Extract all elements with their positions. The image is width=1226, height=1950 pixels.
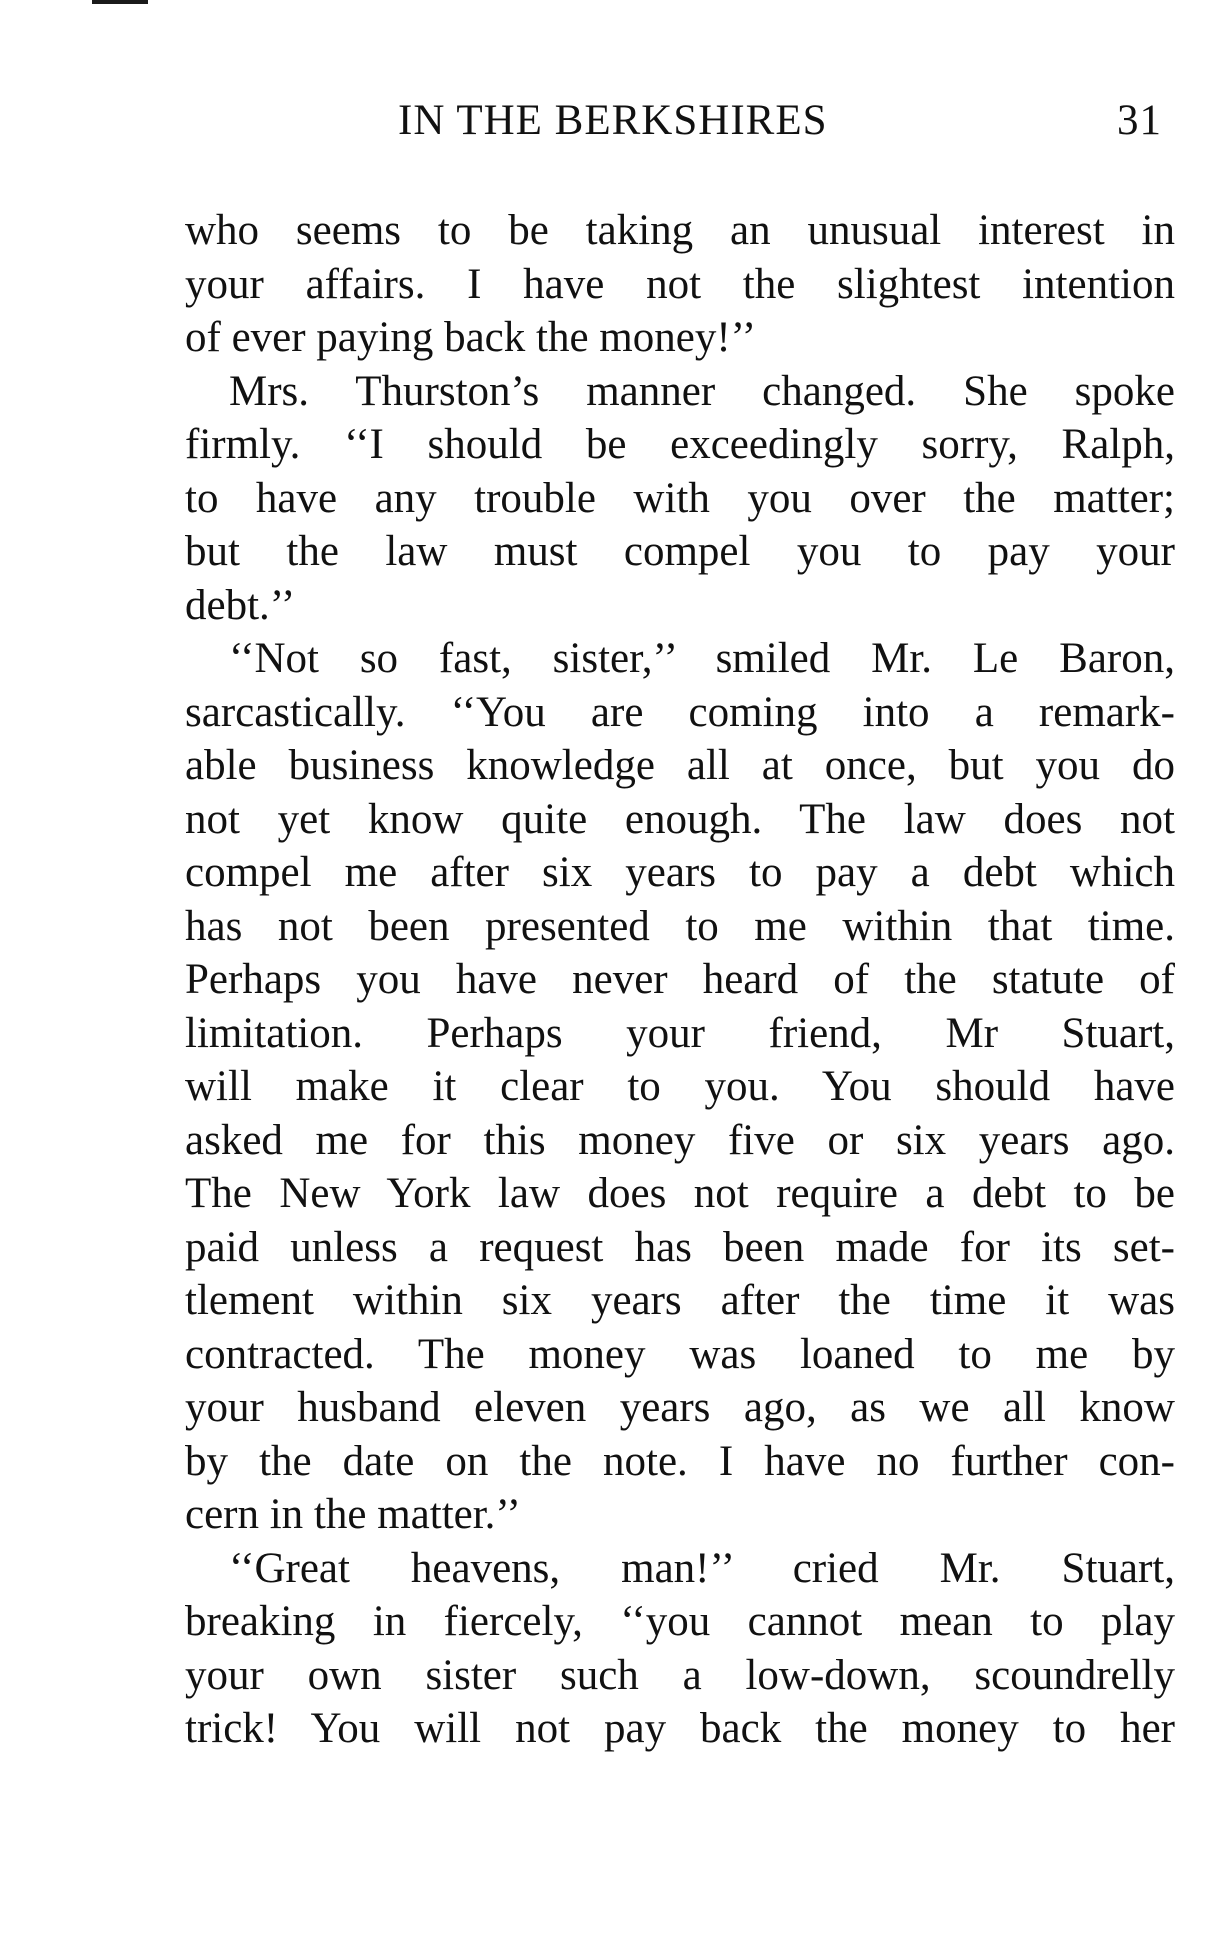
text-line: debt.’’: [185, 581, 296, 629]
text-line: who seems to be taking an unusual interest in: [185, 207, 1175, 254]
text-line: contracted. The money was loaned to me by: [185, 1330, 1175, 1378]
text-line: asked me for this money five or six years ago.: [185, 1116, 1175, 1164]
paragraph-start-line: Mrs. Thurston’s manner changed. She spoke: [229, 367, 1175, 415]
text-line: your affairs. I have not the slightest intention: [185, 260, 1175, 308]
running-title: IN THE BERKSHIRES: [398, 97, 828, 144]
text-line: your own sister such a low-down, scoundrelly: [185, 1651, 1175, 1699]
text-line: your husband eleven years ago, as we all know: [185, 1384, 1175, 1431]
text-line: by the date on the note. I have no further con-: [185, 1437, 1175, 1485]
text-line: The New York law does not require a debt to be: [185, 1170, 1175, 1217]
text-line: to have any trouble with you over the matter;: [185, 474, 1175, 522]
text-line: cern in the matter.’’: [185, 1491, 521, 1538]
page-number: 31: [1117, 97, 1162, 144]
text-line: will make it clear to you. You should have: [185, 1063, 1175, 1110]
text-line: sarcastically. ‘‘You are coming into a remark-: [185, 688, 1175, 736]
text-line: of ever paying back the money!’’: [185, 314, 757, 361]
body-text: [185, 204, 1175, 1756]
paragraph-start-line: ‘‘Not so fast, sister,’’ smiled Mr. Le Baron,: [229, 635, 1175, 682]
text-line: compel me after six years to pay a debt which: [185, 849, 1175, 896]
text-line: but the law must compel you to pay your: [185, 528, 1175, 575]
text-line: Perhaps you have never heard of the statute of: [185, 956, 1175, 1003]
text-line: paid unless a request has been made for its set-: [185, 1223, 1175, 1271]
running-header: [190, 96, 1174, 146]
text-line: breaking in fiercely, ‘‘you cannot mean to play: [185, 1598, 1175, 1645]
paragraph-start-line: ‘‘Great heavens, man!’’ cried Mr. Stuart,: [229, 1544, 1175, 1592]
text-line: has not been presented to me within that time.: [185, 902, 1175, 950]
text-line: not yet know quite enough. The law does not: [185, 795, 1175, 843]
text-line: limitation. Perhaps your friend, Mr Stuart,: [185, 1009, 1175, 1057]
page-edge-mark: [92, 0, 148, 4]
text-line: able business knowledge all at once, but you do: [185, 742, 1175, 789]
text-line: trick! You will not pay back the money to her: [185, 1705, 1175, 1752]
text-line: tlement within six years after the time it was: [185, 1277, 1175, 1324]
text-line: firmly. ‘‘I should be exceedingly sorry, Ralph,: [185, 421, 1175, 468]
